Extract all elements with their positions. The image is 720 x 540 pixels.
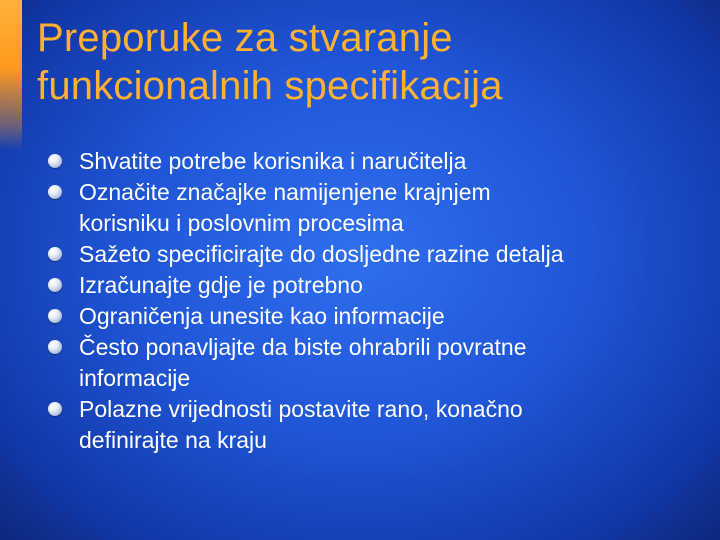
- round-bullet-icon: [48, 309, 62, 323]
- bullet-text: Sažeto specificirajte do dosljedne razine detalja: [79, 241, 564, 267]
- bullet-item: [48, 270, 698, 301]
- bullet-text: Polazne vrijednosti postavite rano, konačno: [79, 396, 523, 422]
- bullet-item: [48, 146, 698, 177]
- round-bullet-icon: [48, 340, 62, 354]
- round-bullet-icon: [48, 402, 62, 416]
- slide-title-line: Preporuke za stvaranje: [37, 16, 453, 60]
- round-bullet-icon: [48, 154, 62, 168]
- bullet-item: [48, 177, 698, 239]
- bullet-text: Često ponavljajte da biste ohrabrili povratne: [79, 334, 527, 360]
- bullet-text: Ograničenja unesite kao informacije: [79, 303, 445, 329]
- accent-bar: [0, 0, 22, 150]
- bullet-text-continuation: korisniku i poslovnim procesima: [79, 210, 404, 236]
- bullet-item: [48, 301, 698, 332]
- slide-title: [37, 14, 697, 110]
- bullet-item: [48, 332, 698, 394]
- bullet-text: Shvatite potrebe korisnika i naručitelja: [79, 148, 467, 174]
- slide-title-line: funkcionalnih specifikacija: [37, 64, 503, 108]
- bullet-text: Izračunajte gdje je potrebno: [79, 272, 363, 298]
- bullet-text-continuation: informacije: [79, 365, 191, 391]
- bullet-text: Označite značajke namijenjene krajnjem: [79, 179, 491, 205]
- round-bullet-icon: [48, 185, 62, 199]
- bullet-text-continuation: definirajte na kraju: [79, 427, 267, 453]
- round-bullet-icon: [48, 278, 62, 292]
- bullet-item: [48, 239, 698, 270]
- bullet-item: [48, 394, 698, 456]
- round-bullet-icon: [48, 247, 62, 261]
- bullet-list: [48, 146, 698, 456]
